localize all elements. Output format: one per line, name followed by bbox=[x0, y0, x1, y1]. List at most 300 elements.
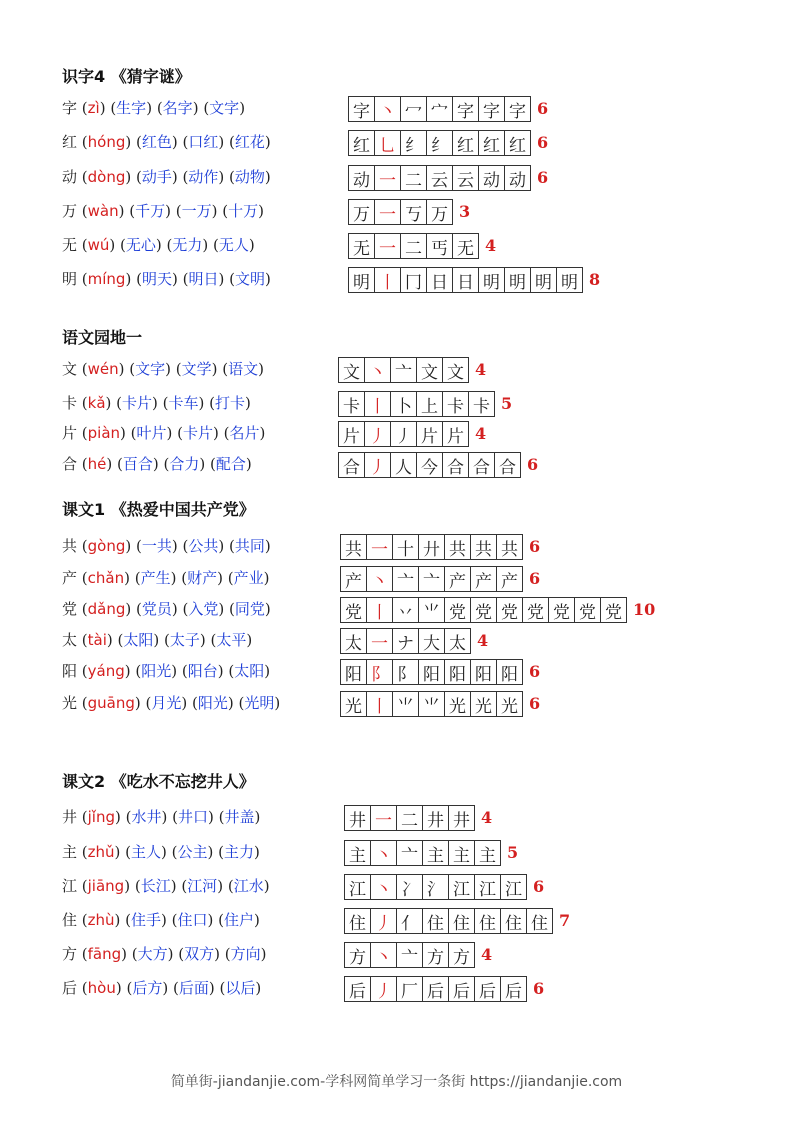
pinyin: fāng bbox=[87, 945, 122, 963]
grid-cell-stroke bbox=[370, 840, 397, 866]
stroke-order-grid bbox=[344, 840, 501, 866]
paren: ( bbox=[129, 202, 136, 220]
word: 大方 bbox=[137, 945, 168, 963]
stroke-glyph: 江 bbox=[349, 879, 366, 900]
grid-cell-stroke bbox=[370, 874, 397, 900]
paren: ) bbox=[255, 979, 262, 997]
paren: ) bbox=[153, 631, 160, 649]
grid-cell-stroke bbox=[530, 267, 557, 293]
stroke-order-grid bbox=[348, 130, 531, 156]
paren: ) bbox=[202, 236, 209, 254]
grid-cell-stroke bbox=[444, 566, 471, 592]
character: 主 bbox=[62, 843, 78, 861]
stroke-glyph: 动 bbox=[509, 170, 526, 191]
grid-cell-stroke bbox=[496, 597, 523, 623]
paren: ) bbox=[171, 662, 178, 680]
word: 卡车 bbox=[168, 394, 199, 412]
paren: ) bbox=[239, 99, 246, 117]
stroke-count: 6 bbox=[533, 877, 545, 896]
paren: ( bbox=[217, 202, 229, 220]
word: 动手 bbox=[141, 168, 172, 186]
paren: ) bbox=[227, 694, 234, 712]
stroke-glyph: 丶 bbox=[369, 362, 386, 383]
grid-cell-character bbox=[344, 976, 371, 1002]
stroke-glyph: 主 bbox=[349, 845, 366, 866]
stroke-glyph: 无 bbox=[457, 238, 474, 259]
stroke-glyph: 乚 bbox=[379, 135, 396, 156]
stroke-glyph: 万 bbox=[353, 204, 370, 225]
word: 入党 bbox=[188, 600, 219, 618]
paren: ( bbox=[177, 600, 189, 618]
stroke-glyph: 阳 bbox=[449, 664, 466, 685]
grid-cell-stroke bbox=[470, 597, 497, 623]
grid-cell-character bbox=[344, 908, 371, 934]
pinyin: wú bbox=[87, 236, 110, 254]
word: 名字 bbox=[162, 99, 193, 117]
pinyin: hé bbox=[87, 455, 107, 473]
character-row-text bbox=[62, 807, 260, 827]
paren: ) bbox=[171, 168, 178, 186]
stroke-glyph: 一 bbox=[379, 238, 396, 259]
stroke-glyph: 人 bbox=[395, 457, 412, 478]
paren: ( bbox=[222, 569, 234, 587]
pinyin: tài bbox=[87, 631, 107, 649]
grid-cell-stroke bbox=[396, 874, 423, 900]
word: 合力 bbox=[169, 455, 200, 473]
word: 住口 bbox=[177, 911, 208, 929]
stroke-glyph: 冫 bbox=[401, 879, 418, 900]
paren: ) bbox=[166, 424, 173, 442]
paren: ) bbox=[99, 99, 111, 117]
paren: ) bbox=[207, 911, 214, 929]
stroke-glyph: 万 bbox=[431, 204, 448, 225]
grid-cell-stroke bbox=[364, 357, 391, 383]
grid-cell-stroke bbox=[470, 691, 497, 717]
stroke-glyph: 党 bbox=[501, 602, 518, 623]
paren: ( bbox=[204, 394, 216, 412]
pinyin: chǎn bbox=[87, 569, 125, 587]
stroke-count: 6 bbox=[537, 133, 549, 152]
grid-cell-character bbox=[340, 659, 367, 685]
stroke-glyph: 共 bbox=[501, 539, 518, 560]
grid-cell-stroke bbox=[422, 874, 449, 900]
character-row-text bbox=[62, 944, 267, 964]
paren: ) bbox=[114, 843, 126, 861]
word: 无心 bbox=[125, 236, 156, 254]
character-row-text bbox=[62, 269, 271, 289]
word: 共同 bbox=[234, 537, 265, 555]
word: 文字 bbox=[135, 360, 166, 378]
stroke-glyph: 江 bbox=[479, 879, 496, 900]
stroke-glyph: 党 bbox=[605, 602, 622, 623]
stroke-glyph: ⺌ bbox=[423, 696, 440, 717]
grid-cell-stroke bbox=[548, 597, 575, 623]
stroke-order-grid bbox=[348, 267, 583, 293]
paren: ( bbox=[77, 808, 88, 826]
word: 水井 bbox=[131, 808, 162, 826]
character-row-text bbox=[62, 630, 252, 650]
stroke-glyph: 光 bbox=[449, 696, 466, 717]
grid-cell-stroke bbox=[400, 267, 427, 293]
grid-cell-stroke bbox=[600, 597, 627, 623]
grid-cell-stroke bbox=[370, 942, 397, 968]
stroke-glyph: 上 bbox=[421, 396, 438, 417]
word: 卡片 bbox=[122, 394, 153, 412]
grid-cell-stroke bbox=[396, 840, 423, 866]
grid-cell-stroke bbox=[452, 165, 479, 191]
pinyin: hóng bbox=[87, 133, 126, 151]
paren: ( bbox=[158, 455, 170, 473]
paren: ( bbox=[224, 600, 235, 618]
stroke-glyph: 住 bbox=[349, 913, 366, 934]
paren: ) bbox=[245, 455, 252, 473]
grid-cell-stroke bbox=[392, 597, 419, 623]
stroke-glyph: 产 bbox=[449, 571, 466, 592]
stroke-order-grid bbox=[344, 805, 475, 831]
paren: ( bbox=[171, 360, 182, 378]
stroke-glyph: 主 bbox=[427, 845, 444, 866]
paren: ) bbox=[165, 202, 171, 220]
stroke-order-grid bbox=[344, 874, 527, 900]
stroke-glyph: 日 bbox=[457, 272, 474, 293]
grid-cell-character bbox=[340, 566, 367, 592]
grid-cell-stroke bbox=[416, 357, 443, 383]
stroke-glyph: 合 bbox=[499, 457, 516, 478]
word: 卡片 bbox=[183, 424, 214, 442]
paren: ) bbox=[161, 843, 167, 861]
paren: ) bbox=[125, 168, 136, 186]
paren: ( bbox=[117, 631, 124, 649]
character-row-text bbox=[62, 910, 260, 930]
paren: ) bbox=[125, 537, 136, 555]
grid-cell-stroke bbox=[390, 357, 417, 383]
grid-cell-character bbox=[338, 357, 365, 383]
character: 江 bbox=[62, 877, 78, 895]
paren: ) bbox=[124, 569, 135, 587]
paren: ) bbox=[171, 133, 178, 151]
stroke-glyph: 亠 bbox=[401, 845, 418, 866]
paren: ) bbox=[124, 877, 135, 895]
paren: ( bbox=[177, 537, 189, 555]
word: 文学 bbox=[181, 360, 212, 378]
paren: ( bbox=[77, 236, 88, 254]
stroke-glyph: 太 bbox=[449, 633, 466, 654]
paren: ( bbox=[117, 455, 123, 473]
stroke-count: 5 bbox=[507, 843, 519, 862]
paren: ( bbox=[233, 694, 245, 712]
paren: ( bbox=[134, 569, 141, 587]
word: 住手 bbox=[131, 911, 162, 929]
paren: ( bbox=[166, 911, 178, 929]
grid-cell-stroke bbox=[422, 976, 449, 1002]
stroke-glyph: 卡 bbox=[343, 396, 360, 417]
grid-cell-stroke bbox=[522, 597, 549, 623]
character: 明 bbox=[62, 270, 78, 288]
stroke-glyph: 云 bbox=[457, 170, 474, 191]
stroke-glyph: 合 bbox=[343, 457, 360, 478]
grid-cell-stroke bbox=[366, 534, 393, 560]
stroke-glyph: 一 bbox=[371, 633, 388, 654]
pinyin: wàn bbox=[87, 202, 119, 220]
paren: ( bbox=[152, 99, 163, 117]
character-row-text bbox=[62, 454, 252, 474]
paren: ( bbox=[126, 979, 133, 997]
grid-cell-stroke bbox=[444, 597, 471, 623]
stroke-glyph: 亻 bbox=[401, 913, 418, 934]
stroke-glyph: 方 bbox=[427, 947, 444, 968]
paren: ( bbox=[77, 270, 88, 288]
paren: ( bbox=[125, 911, 132, 929]
grid-cell-stroke bbox=[374, 96, 401, 122]
grid-cell-character bbox=[348, 96, 375, 122]
paren: ( bbox=[77, 360, 88, 378]
stroke-glyph: 阳 bbox=[501, 664, 518, 685]
stroke-count: 4 bbox=[475, 360, 487, 379]
grid-cell-stroke bbox=[396, 976, 423, 1002]
paren: ) bbox=[264, 270, 271, 288]
character-row-text bbox=[62, 98, 245, 118]
stroke-count: 6 bbox=[529, 662, 541, 681]
stroke-glyph: 共 bbox=[449, 539, 466, 560]
word: 无人 bbox=[218, 236, 249, 254]
character: 住 bbox=[62, 911, 78, 929]
pinyin: piàn bbox=[87, 424, 121, 442]
stroke-glyph: 阳 bbox=[475, 664, 492, 685]
stroke-count: 6 bbox=[537, 168, 549, 187]
grid-cell-stroke bbox=[496, 566, 523, 592]
paren: ( bbox=[168, 979, 179, 997]
grid-cell-stroke bbox=[400, 96, 427, 122]
word: 语文 bbox=[228, 360, 259, 378]
grid-cell-character bbox=[340, 597, 367, 623]
stroke-glyph: 文 bbox=[421, 362, 438, 383]
grid-cell-stroke bbox=[468, 391, 495, 417]
paren: ( bbox=[166, 843, 178, 861]
stroke-glyph: 党 bbox=[579, 602, 596, 623]
section-title: 课文2 《吃水不忘挖井人》 bbox=[62, 772, 255, 791]
paren: ( bbox=[77, 694, 88, 712]
stroke-glyph: 丿 bbox=[395, 426, 412, 447]
footer-text: 简单街-jiandanjie.com-学科网简单学习一条街 https://jiandanjie.com bbox=[170, 1074, 623, 1090]
grid-cell-character bbox=[348, 130, 375, 156]
stroke-glyph: 丶 bbox=[375, 947, 392, 968]
section-title: 课文1 《热爱中国共产党》 bbox=[62, 500, 255, 519]
grid-cell-stroke bbox=[500, 976, 527, 1002]
paren: ) bbox=[258, 360, 265, 378]
character: 红 bbox=[62, 133, 78, 151]
grid-cell-character bbox=[348, 267, 375, 293]
paren: ( bbox=[131, 945, 138, 963]
pinyin: jiāng bbox=[87, 877, 125, 895]
stroke-glyph: 今 bbox=[421, 457, 438, 478]
stroke-glyph: 合 bbox=[473, 457, 490, 478]
grid-cell-stroke bbox=[496, 534, 523, 560]
stroke-glyph: 共 bbox=[345, 539, 362, 560]
character: 光 bbox=[62, 694, 78, 712]
word: 党员 bbox=[141, 600, 172, 618]
stroke-glyph: 党 bbox=[345, 602, 362, 623]
paren: ( bbox=[136, 600, 142, 618]
paren: ) bbox=[114, 911, 126, 929]
grid-cell-stroke bbox=[392, 628, 419, 654]
stroke-order-grid bbox=[348, 199, 453, 225]
word: 井盖 bbox=[224, 808, 255, 826]
paren: ( bbox=[224, 537, 235, 555]
word: 江水 bbox=[233, 877, 264, 895]
grid-cell-stroke bbox=[474, 976, 501, 1002]
paren: ) bbox=[171, 600, 178, 618]
word: 百合 bbox=[122, 455, 153, 473]
paren: ( bbox=[198, 99, 210, 117]
paren: ( bbox=[77, 133, 88, 151]
grid-cell-character bbox=[348, 233, 375, 259]
stroke-glyph: 明 bbox=[509, 272, 526, 293]
paren: ) bbox=[118, 202, 130, 220]
character-row-text bbox=[62, 359, 264, 379]
grid-cell-stroke bbox=[400, 233, 427, 259]
paren: ( bbox=[134, 877, 141, 895]
word: 配合 bbox=[215, 455, 246, 473]
paren: ) bbox=[152, 394, 158, 412]
grid-cell-stroke bbox=[366, 597, 393, 623]
word: 后面 bbox=[178, 979, 209, 997]
grid-cell-stroke bbox=[556, 267, 583, 293]
paren: ( bbox=[120, 236, 126, 254]
stroke-glyph: 片 bbox=[343, 426, 360, 447]
stroke-glyph: 明 bbox=[561, 272, 578, 293]
grid-cell-stroke bbox=[366, 566, 393, 592]
stroke-order-grid bbox=[340, 597, 627, 623]
paren: ) bbox=[120, 424, 131, 442]
paren: ( bbox=[77, 202, 88, 220]
word: 双方 bbox=[184, 945, 215, 963]
grid-cell-stroke bbox=[422, 840, 449, 866]
paren: ( bbox=[223, 662, 235, 680]
paren: ) bbox=[264, 133, 271, 151]
grid-cell-character bbox=[344, 874, 371, 900]
paren: ) bbox=[264, 662, 271, 680]
paren: ) bbox=[218, 270, 225, 288]
word: 产生 bbox=[140, 569, 171, 587]
grid-cell-stroke bbox=[442, 357, 469, 383]
paren: ) bbox=[199, 631, 206, 649]
word: 同党 bbox=[234, 600, 265, 618]
grid-cell-stroke bbox=[426, 165, 453, 191]
paren: ( bbox=[167, 808, 178, 826]
grid-cell-stroke bbox=[418, 566, 445, 592]
stroke-glyph: 亠 bbox=[401, 947, 418, 968]
paren: ) bbox=[155, 236, 162, 254]
grid-cell-stroke bbox=[474, 874, 501, 900]
word: 明日 bbox=[188, 270, 219, 288]
stroke-glyph: 亠 bbox=[423, 571, 440, 592]
grid-cell-stroke bbox=[366, 659, 393, 685]
stroke-order-grid bbox=[340, 566, 523, 592]
paren: ( bbox=[177, 168, 189, 186]
character: 后 bbox=[62, 979, 78, 997]
paren: ) bbox=[207, 843, 214, 861]
grid-cell-character bbox=[340, 628, 367, 654]
paren: ) bbox=[118, 360, 130, 378]
section-title: 识字4 《猜字谜》 bbox=[62, 67, 191, 86]
stroke-glyph: 云 bbox=[431, 170, 448, 191]
character: 片 bbox=[62, 424, 78, 442]
character: 文 bbox=[62, 360, 78, 378]
grid-cell-stroke bbox=[452, 267, 479, 293]
character: 万 bbox=[62, 202, 78, 220]
stroke-glyph: 片 bbox=[447, 426, 464, 447]
grid-cell-character bbox=[348, 165, 375, 191]
stroke-glyph: 片 bbox=[421, 426, 438, 447]
paren: ( bbox=[125, 843, 132, 861]
stroke-glyph: 后 bbox=[453, 981, 470, 1002]
paren: ) bbox=[264, 600, 271, 618]
grid-cell-stroke bbox=[448, 942, 475, 968]
grid-cell-stroke bbox=[444, 691, 471, 717]
paren: ( bbox=[77, 424, 88, 442]
word: 红色 bbox=[141, 133, 172, 151]
stroke-order-grid bbox=[344, 942, 475, 968]
stroke-glyph: 红 bbox=[353, 135, 370, 156]
character-row-text bbox=[62, 876, 270, 896]
stroke-glyph: 日 bbox=[431, 272, 448, 293]
paren: ) bbox=[263, 877, 270, 895]
stroke-glyph: 后 bbox=[479, 981, 496, 1002]
grid-cell-stroke bbox=[400, 130, 427, 156]
stroke-glyph: 廾 bbox=[423, 539, 440, 560]
grid-cell-character bbox=[344, 840, 371, 866]
grid-cell-stroke bbox=[426, 130, 453, 156]
paren: ( bbox=[208, 236, 219, 254]
stroke-glyph: 二 bbox=[405, 238, 422, 259]
grid-cell-stroke bbox=[422, 805, 449, 831]
stroke-glyph: 字 bbox=[457, 101, 474, 122]
paren: ) bbox=[246, 631, 253, 649]
stroke-glyph: 住 bbox=[505, 913, 522, 934]
character: 无 bbox=[62, 236, 78, 254]
paren: ( bbox=[136, 270, 142, 288]
grid-cell-stroke bbox=[392, 659, 419, 685]
stroke-glyph: 一 bbox=[379, 204, 396, 225]
stroke-glyph: 阝 bbox=[371, 664, 388, 685]
grid-cell-stroke bbox=[418, 628, 445, 654]
word: 叶片 bbox=[136, 424, 167, 442]
grid-cell-character bbox=[344, 805, 371, 831]
grid-cell-stroke bbox=[370, 805, 397, 831]
section-title: 语文园地一 bbox=[62, 328, 143, 347]
paren: ( bbox=[224, 133, 235, 151]
paren: ) bbox=[264, 168, 271, 186]
grid-cell-stroke bbox=[504, 267, 531, 293]
stroke-order-grid bbox=[338, 421, 469, 447]
stroke-glyph: 丨 bbox=[371, 602, 388, 623]
character-row-text bbox=[62, 423, 265, 443]
stroke-glyph: 丿 bbox=[369, 457, 386, 478]
stroke-glyph: 明 bbox=[535, 272, 552, 293]
grid-cell-stroke bbox=[374, 199, 401, 225]
grid-cell-stroke bbox=[364, 391, 391, 417]
paren: ) bbox=[115, 808, 126, 826]
stroke-count: 3 bbox=[459, 202, 471, 221]
stroke-glyph: 字 bbox=[353, 101, 370, 122]
paren: ( bbox=[161, 236, 173, 254]
paren: ( bbox=[213, 911, 225, 929]
grid-cell-character bbox=[338, 452, 365, 478]
stroke-glyph: 丿 bbox=[369, 426, 386, 447]
grid-cell-stroke bbox=[448, 840, 475, 866]
grid-cell-stroke bbox=[478, 267, 505, 293]
word: 住户 bbox=[224, 911, 255, 929]
